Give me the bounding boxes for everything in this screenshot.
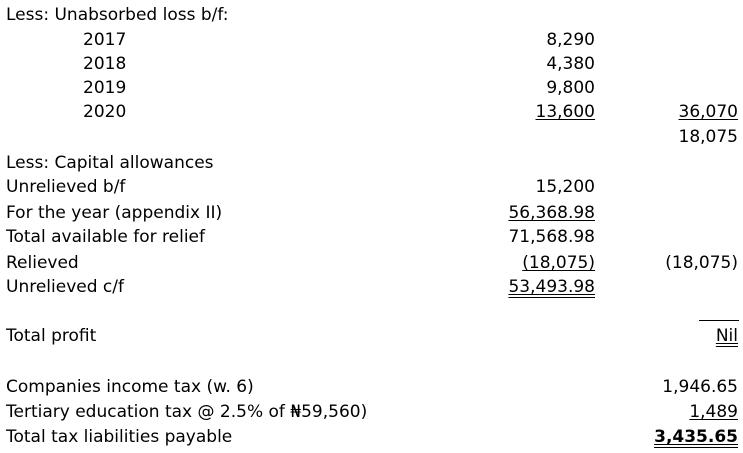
loss-year: 2020 — [83, 102, 127, 122]
unrelieved-cf-amount: 53,493.98 — [508, 277, 595, 297]
for-year-amount: 56,368.98 — [508, 203, 595, 223]
loss-amount: 13,600 — [535, 102, 595, 122]
unrelieved-cf-label: Unrelieved c/f — [6, 277, 124, 297]
unabsorbed-loss-total: 36,070 — [678, 102, 738, 122]
total-tax-label: Total tax liabilities payable — [6, 427, 233, 447]
relieved-amount: (18,075) — [522, 253, 595, 273]
balance-after-loss: 18,075 — [678, 127, 738, 147]
balance-row — [0, 125, 743, 149]
total-tax-amount: 3,435.65 — [654, 427, 738, 447]
total-profit-label: Total profit — [6, 326, 97, 346]
capital-allowances-heading: Less: Capital allowances — [6, 153, 214, 173]
loss-year: 2018 — [83, 54, 127, 74]
unrelieved-bf-row — [0, 175, 743, 199]
loss-row-2017 — [0, 28, 743, 52]
cit-amount: 1,946.65 — [662, 377, 738, 397]
relieved-total: (18,075) — [665, 253, 738, 273]
relieved-label: Relieved — [6, 253, 79, 273]
loss-row-2019 — [0, 76, 743, 100]
tet-row — [0, 400, 743, 424]
for-year-label: For the year (appendix II) — [6, 203, 223, 223]
tet-label: Tertiary education tax @ 2.5% of ₦59,560) — [6, 402, 368, 422]
loss-amount: 8,290 — [546, 30, 595, 50]
divider-line — [699, 320, 739, 321]
unrelieved-bf-amount: 15,200 — [535, 177, 595, 197]
total-available-row — [0, 225, 743, 249]
loss-row-2018 — [0, 52, 743, 76]
total-available-amount: 71,568.98 — [508, 227, 595, 247]
cit-row — [0, 375, 743, 399]
capital-allowances-heading-row — [0, 151, 743, 175]
loss-amount: 9,800 — [546, 78, 595, 98]
loss-amount: 4,380 — [546, 54, 595, 74]
loss-year: 2019 — [83, 78, 127, 98]
loss-year: 2017 — [83, 30, 127, 50]
total-tax-row — [0, 425, 743, 449]
unrelieved-cf-row — [0, 275, 743, 299]
total-profit-value: Nil — [715, 326, 738, 346]
for-year-row — [0, 201, 743, 225]
relieved-row — [0, 251, 743, 275]
total-profit-row — [0, 324, 743, 348]
total-available-label: Total available for relief — [6, 227, 205, 247]
loss-row-2020 — [0, 100, 743, 124]
unrelieved-bf-label: Unrelieved b/f — [6, 177, 126, 197]
tet-amount: 1,489 — [689, 402, 738, 422]
cit-label: Companies income tax (w. 6) — [6, 377, 254, 397]
unabsorbed-loss-heading: Less: Unabsorbed loss b/f: — [6, 5, 229, 25]
unabsorbed-loss-heading-row — [0, 3, 743, 27]
